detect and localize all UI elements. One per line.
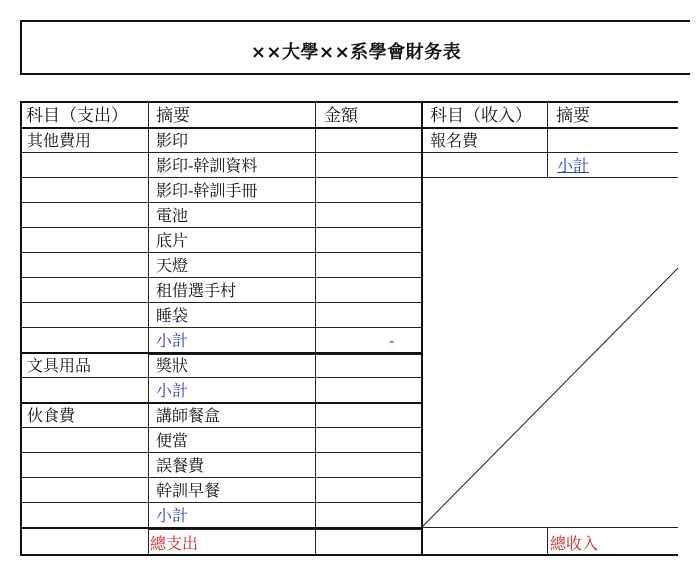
header-subject-income: 科目（收入） bbox=[430, 106, 532, 126]
list-item: 天燈 bbox=[156, 256, 189, 275]
total-income-label: 總收入 bbox=[550, 534, 599, 553]
subtotal-label: 小計 bbox=[156, 331, 189, 350]
list-item: 底片 bbox=[156, 231, 189, 250]
list-item: 幹訓早餐 bbox=[156, 481, 221, 500]
list-item: 影印-幹訓手冊 bbox=[156, 181, 258, 200]
list-item: 獎狀 bbox=[156, 356, 189, 375]
list-item: 影印-幹訓資料 bbox=[156, 156, 258, 175]
header-summary-right: 摘要 bbox=[556, 106, 590, 126]
list-item: 講師餐盒 bbox=[156, 406, 221, 425]
subtotal-value: - bbox=[389, 331, 395, 350]
category-stationery: 文具用品 bbox=[27, 356, 92, 375]
income-subtotal-label: 小計 bbox=[557, 156, 590, 175]
diagonal-line bbox=[422, 268, 678, 527]
subtotal-label: 小計 bbox=[156, 381, 189, 400]
header-subject-expense: 科目（支出） bbox=[26, 106, 128, 126]
category-meals: 伙食費 bbox=[27, 406, 76, 425]
list-item: 睡袋 bbox=[156, 306, 189, 325]
category-other-expenses: 其他費用 bbox=[27, 131, 92, 150]
header-summary-left: 摘要 bbox=[156, 106, 190, 126]
page-title: ××大學××系學會財务表 bbox=[250, 42, 462, 63]
list-item: 誤餐費 bbox=[156, 456, 205, 475]
list-item: 電池 bbox=[156, 206, 189, 225]
list-item: 租借選手村 bbox=[156, 281, 237, 300]
list-item: 便當 bbox=[156, 431, 189, 450]
total-expense-label: 總支出 bbox=[150, 534, 199, 553]
subtotal-label: 小計 bbox=[156, 506, 189, 525]
income-category: 報名費 bbox=[430, 131, 479, 150]
header-amount: 金額 bbox=[324, 106, 358, 126]
list-item: 影印 bbox=[156, 131, 189, 150]
